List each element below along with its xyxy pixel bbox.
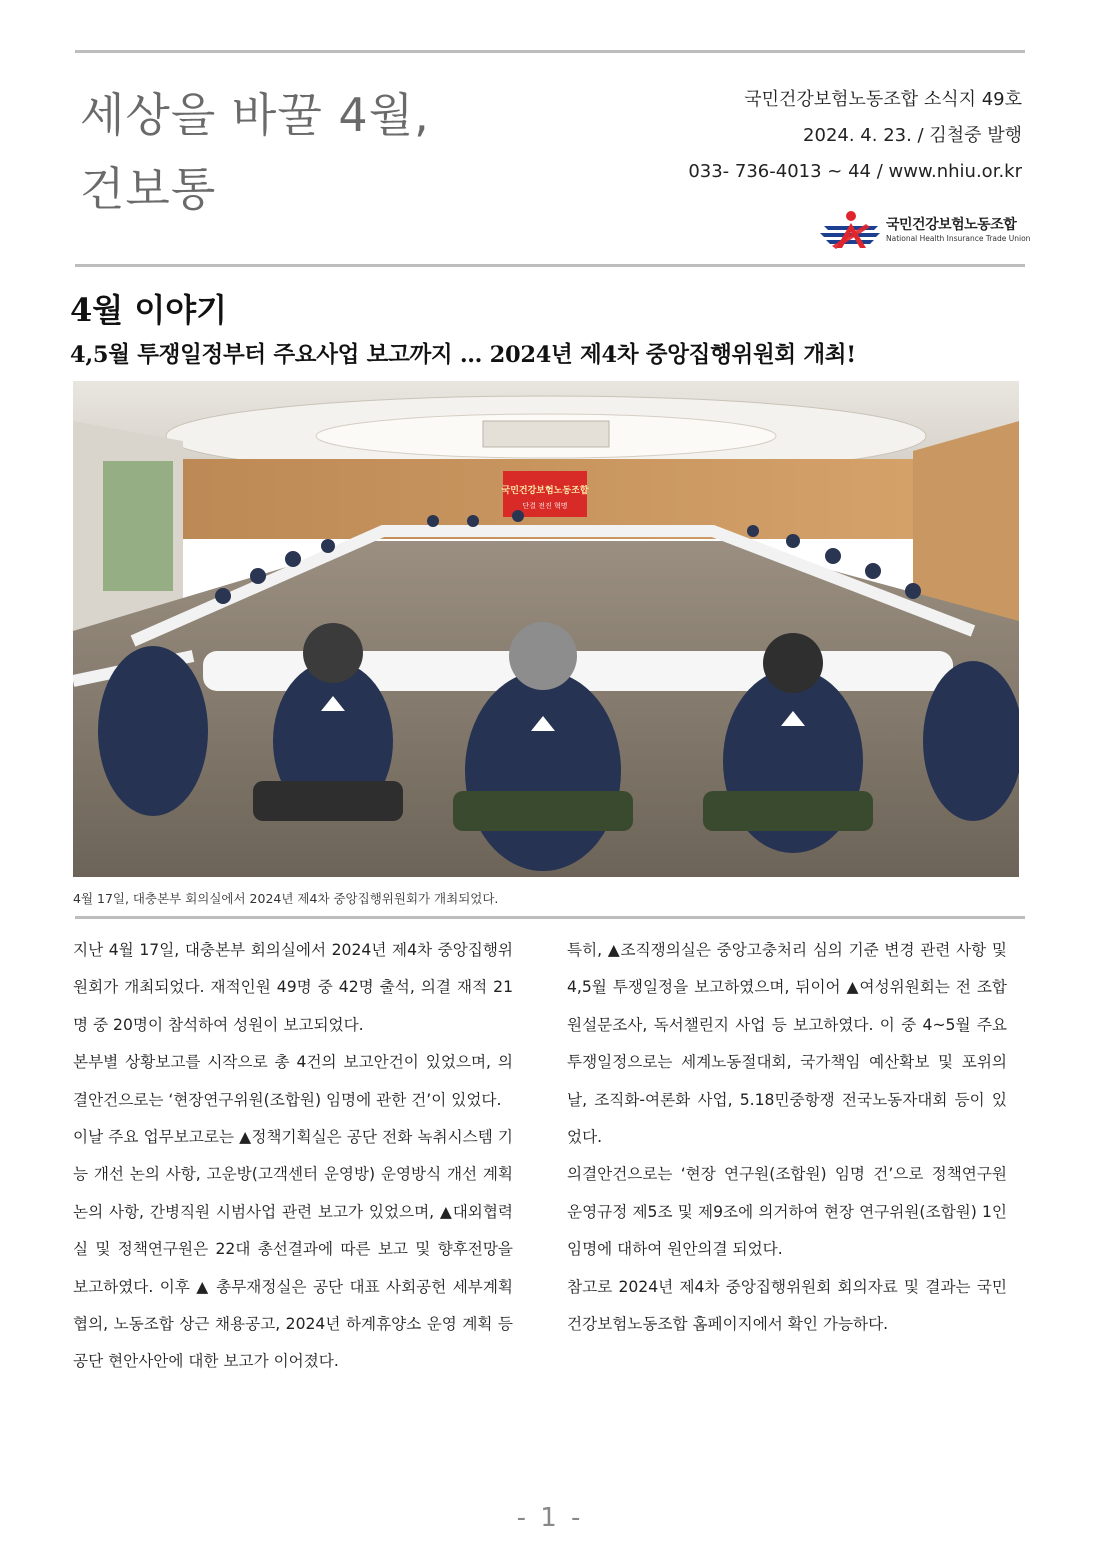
logo-name-en: National Health Insurance Trade Union xyxy=(886,234,1031,243)
header-divider xyxy=(75,264,1025,267)
issue-number: 국민건강보험노동조합 소식지 49호 xyxy=(744,89,1022,110)
paragraph: 특히, ▲조직쟁의실은 중앙고충처리 심의 기준 변경 관련 사항 및 4,5월 투쟁일정을 보고하였으며, 뒤이어 ▲여성위원회는 전 조합원설문조사, 독서챌린지 사업 등 보고하였다. 이 중 4~5월 주요 투쟁일정으로는 세계노동절대회, 국가책임 예산확보 및 포위의 날, 조직화-여론화 사업, 5.18민중항쟁 전국노동자대회 등이 있었다. xyxy=(567,941,1007,1147)
logo-name-ko: 국민건강보험노동조합 xyxy=(886,217,1017,233)
publish-date: 2024. 4. 23. / 김철중 발행 xyxy=(803,125,1022,146)
paragraph: 지난 4월 17일, 대충본부 회의실에서 2024년 제4차 중앙집행위원회가 개최되었다. 재적인원 49명 중 42명 출석, 의결 재적 21명 중 20명이 참석하여 성원이 보고되었다. xyxy=(73,941,513,1034)
masthead-title-line2: 건보통 xyxy=(80,162,217,216)
paragraph: 본부별 상황보고를 시작으로 총 4건의 보고안건이 있었으며, 의결안건으로는 ‘현장연구위원(조합원) 임명에 관한 건’이 있었다. xyxy=(73,1053,513,1109)
union-logo xyxy=(818,208,1031,254)
paragraph: 의결안건으로는 ‘현장 연구원(조합원) 임명 건’으로 정책연구원 운영규정 제5조 및 제9조에 의거하여 현장 연구위원(조합원) 1인 임명에 대하여 원안의결 되었다. xyxy=(567,1165,1007,1259)
publication-info xyxy=(688,82,1022,190)
caption-divider xyxy=(75,916,1025,919)
top-divider xyxy=(75,50,1025,53)
article-headline: 4,5월 투쟁일정부터 주요사업 보고까지 … 2024년 제4차 중앙집행위원회 개최! xyxy=(70,342,856,368)
banner-text: 국민건강보험노동조합 xyxy=(501,486,589,496)
article-column-right xyxy=(567,932,1007,1343)
banner-subtext: 단결 전진 혁명 xyxy=(522,502,568,510)
contact-info: 033- 736-4013 ~ 44 / www.nhiu.or.kr xyxy=(688,161,1022,182)
meeting-photo xyxy=(73,381,1019,877)
paragraph: 이날 주요 업무보고로는 ▲정책기획실은 공단 전화 녹취시스템 기능 개선 논의 사항, 고운방(고객센터 운영방) 운영방식 개선 계획 논의 사항, 간병직원 시범사업 관련 보고가 있었으며, ▲대외협력실 및 정책연구원은 22대 총선결과에 따른 보고 및 향후전망을 보고하였다. 이후 ▲ 총무재정실은 공단 대표 사회공헌 세부계획 협의, 노동조합 상근 채용공고, 2024년 하계휴양소 운영 계획 등 공단 현안사안에 대한 보고가 이어졌다. xyxy=(73,1128,513,1371)
union-emblem-icon xyxy=(818,210,882,250)
masthead-title-line1: 세상을 바꿀 4월, xyxy=(80,88,430,142)
masthead-title xyxy=(80,78,430,226)
page-number: - 1 - xyxy=(516,1503,584,1533)
paragraph: 참고로 2024년 제4차 중앙집행위원회 회의자료 및 결과는 국민건강보험노동조합 홈페이지에서 확인 가능하다. xyxy=(567,1277,1007,1334)
article-column-left xyxy=(73,932,513,1381)
photo-caption: 4월 17일, 대충본부 회의실에서 2024년 제4차 중앙집행위원회가 개최되었다. xyxy=(73,891,499,906)
section-heading: 4월 이야기 xyxy=(70,291,228,329)
